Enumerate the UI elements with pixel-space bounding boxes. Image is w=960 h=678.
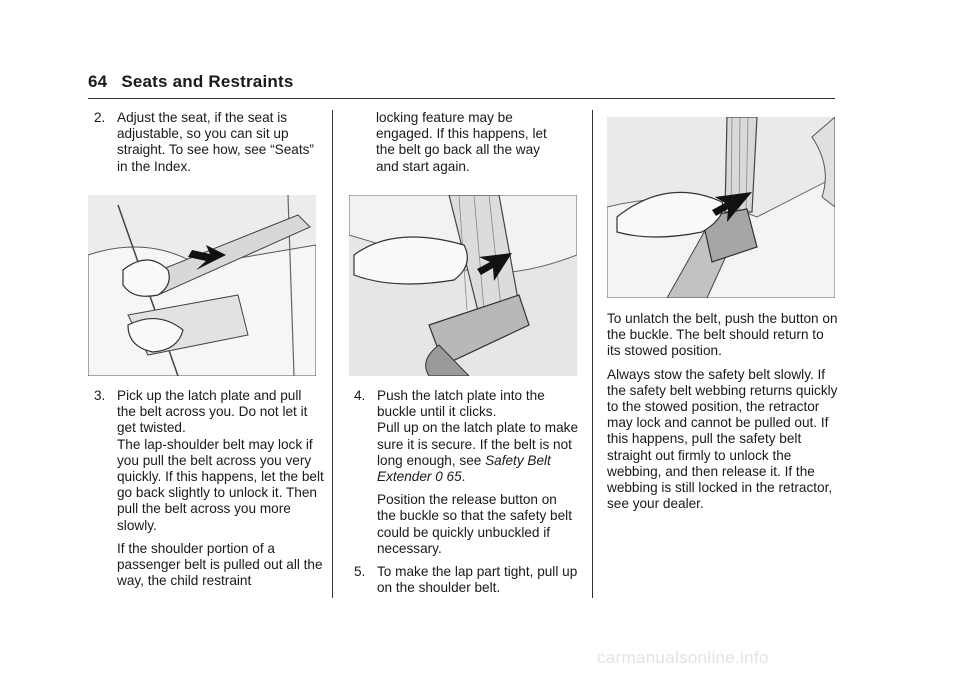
step-text: Pick up the latch plate and pull the belt across you. Do not let it get twisted.: [117, 388, 308, 436]
figure-belt-across-lap: [88, 195, 316, 376]
step-2: [94, 110, 324, 175]
column-1-lower: [94, 388, 324, 596]
step-number: 2.: [94, 110, 106, 125]
column-divider-2: [592, 110, 593, 598]
paragraph: locking feature may be engaged. If this happens, let the belt go back all the way and start again.: [376, 110, 547, 174]
paragraph: [354, 420, 579, 485]
step-3: [94, 388, 324, 437]
step-number: 4.: [354, 388, 366, 403]
paragraph: The lap-shoulder belt may lock if you pull the belt across you very quickly. If this happens, let the belt go back slightly to unlock it. Then pull the belt across you more slowly.: [117, 436, 324, 533]
header-rule: [88, 98, 835, 99]
column-2: [354, 110, 564, 182]
paragraph-text: Pull up on the latch plate to make sure it is secure. If the belt is not long enough, see: [377, 420, 579, 468]
step-text: To make the lap part tight, pull up on the shoulder belt.: [377, 564, 578, 596]
figure-belt-across-lap-drawing: [88, 195, 316, 376]
step-number: 3.: [94, 388, 106, 403]
figure-unlatch-button-drawing: [607, 117, 835, 298]
step-5: [354, 564, 579, 596]
section-title: Seats and Restraints: [121, 72, 294, 91]
step-number: 5.: [354, 564, 366, 580]
paragraph: To unlatch the belt, push the button on the buckle. The belt should return to its stowed position.: [607, 311, 838, 359]
figure-unlatch-button: [607, 117, 835, 298]
page-number: 64: [88, 72, 108, 91]
step-text: Push the latch plate into the buckle until it clicks.: [377, 388, 545, 420]
step-4: [354, 388, 579, 420]
column-1: [94, 110, 324, 175]
cross-reference-link[interactable]: Safety Belt Extender: [377, 452, 551, 485]
figure-latch-plate-buckle-drawing: [349, 195, 577, 376]
step-text: Adjust the seat, if the seat is adjustable, so you can sit up straight. To see how, see “Seats” in the Index.: [117, 110, 314, 174]
page-header: [88, 72, 294, 92]
column-3: [607, 311, 839, 519]
cross-reference-page[interactable]: 0 65: [435, 469, 462, 485]
paragraph: If the shoulder portion of a passenger belt is pulled out all the way, the child restraint: [117, 540, 323, 589]
column-2-lower: [354, 388, 579, 596]
column-divider-1: [332, 110, 333, 598]
paragraph: Always stow the safety belt slowly. If the safety belt webbing returns quickly to the stowed position, the retractor may lock and cannot be pulled out. If this happens, pull the safety belt straight out firmly to unlock the webbing, and then release it. If the webbing is still locked in the retractor, see your dealer.: [607, 366, 838, 512]
figure-latch-plate-buckle: [349, 195, 577, 376]
watermark: carmanualsonline.info: [597, 648, 769, 667]
punctuation: .: [461, 469, 466, 485]
paragraph: Position the release button on the buckle so that the safety belt could be quickly unbuckled if necessary.: [377, 492, 572, 556]
